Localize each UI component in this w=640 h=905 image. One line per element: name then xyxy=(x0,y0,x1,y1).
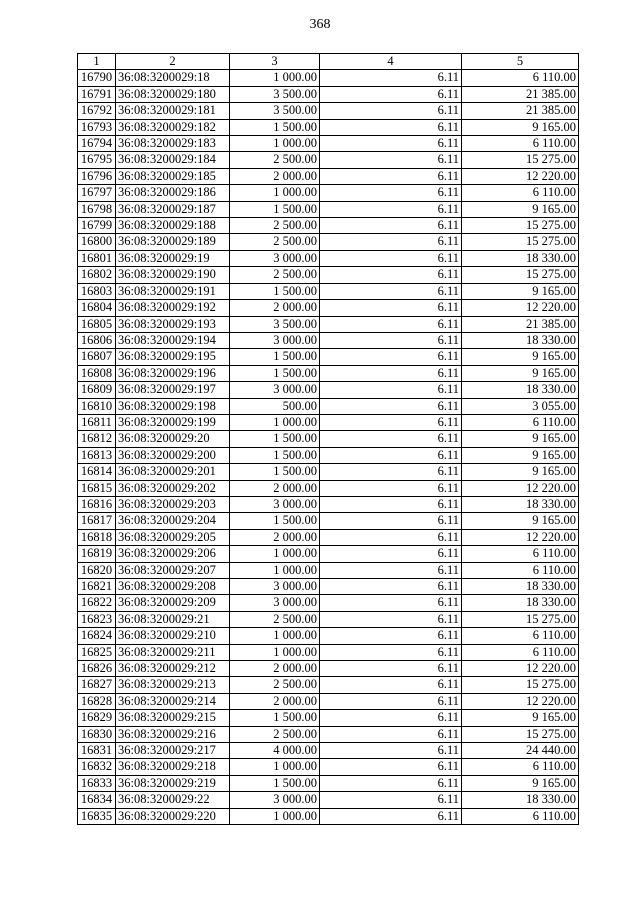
table-row xyxy=(78,496,579,512)
area-cell: 3 000.00 xyxy=(230,595,320,611)
amount-cell: 6 110.00 xyxy=(462,562,579,578)
rate-cell: 6.11 xyxy=(320,136,462,152)
table-row xyxy=(78,759,579,775)
area-cell: 1 500.00 xyxy=(230,365,320,381)
area-cell: 3 500.00 xyxy=(230,86,320,102)
cadastral-number-cell: 36:08:3200029:186 xyxy=(116,185,230,201)
area-cell: 2 500.00 xyxy=(230,726,320,742)
area-cell: 4 000.00 xyxy=(230,743,320,759)
row-number-cell: 16803 xyxy=(78,283,116,299)
amount-cell: 18 330.00 xyxy=(462,250,579,266)
amount-cell: 18 330.00 xyxy=(462,792,579,808)
row-number-cell: 16827 xyxy=(78,677,116,693)
table-row xyxy=(78,250,579,266)
table-row xyxy=(78,283,579,299)
cadastral-number-cell: 36:08:3200029:20 xyxy=(116,431,230,447)
row-number-cell: 16797 xyxy=(78,185,116,201)
row-number-cell: 16833 xyxy=(78,775,116,791)
area-cell: 1 000.00 xyxy=(230,759,320,775)
rate-cell: 6.11 xyxy=(320,595,462,611)
cadastral-number-cell: 36:08:3200029:211 xyxy=(116,644,230,660)
cadastral-number-cell: 36:08:3200029:194 xyxy=(116,332,230,348)
amount-cell: 15 275.00 xyxy=(462,152,579,168)
amount-cell: 9 165.00 xyxy=(462,201,579,217)
data-table xyxy=(77,53,579,825)
row-number-cell: 16817 xyxy=(78,513,116,529)
table-row xyxy=(78,201,579,217)
area-cell: 1 000.00 xyxy=(230,136,320,152)
table-row xyxy=(78,546,579,562)
rate-cell: 6.11 xyxy=(320,119,462,135)
rate-cell: 6.11 xyxy=(320,726,462,742)
table-row xyxy=(78,775,579,791)
area-cell: 3 500.00 xyxy=(230,316,320,332)
area-cell: 1 500.00 xyxy=(230,431,320,447)
amount-cell: 15 275.00 xyxy=(462,677,579,693)
amount-cell: 9 165.00 xyxy=(462,513,579,529)
area-cell: 2 500.00 xyxy=(230,152,320,168)
row-number-cell: 16822 xyxy=(78,595,116,611)
area-cell: 1 500.00 xyxy=(230,710,320,726)
row-number-cell: 16807 xyxy=(78,349,116,365)
rate-cell: 6.11 xyxy=(320,414,462,430)
table-row xyxy=(78,562,579,578)
amount-cell: 18 330.00 xyxy=(462,382,579,398)
area-cell: 3 000.00 xyxy=(230,382,320,398)
area-cell: 3 500.00 xyxy=(230,103,320,119)
row-number-cell: 16800 xyxy=(78,234,116,250)
row-number-cell: 16831 xyxy=(78,743,116,759)
table-row xyxy=(78,136,579,152)
cadastral-number-cell: 36:08:3200029:188 xyxy=(116,218,230,234)
rate-cell: 6.11 xyxy=(320,267,462,283)
area-cell: 1 000.00 xyxy=(230,414,320,430)
amount-cell: 15 275.00 xyxy=(462,234,579,250)
cadastral-number-cell: 36:08:3200029:207 xyxy=(116,562,230,578)
cadastral-number-cell: 36:08:3200029:21 xyxy=(116,611,230,627)
amount-cell: 18 330.00 xyxy=(462,496,579,512)
cadastral-number-cell: 36:08:3200029:215 xyxy=(116,710,230,726)
amount-cell: 6 110.00 xyxy=(462,644,579,660)
cadastral-number-cell: 36:08:3200029:220 xyxy=(116,808,230,824)
rate-cell: 6.11 xyxy=(320,792,462,808)
cadastral-number-cell: 36:08:3200029:196 xyxy=(116,365,230,381)
area-cell: 1 000.00 xyxy=(230,628,320,644)
cadastral-number-cell: 36:08:3200029:199 xyxy=(116,414,230,430)
row-number-cell: 16811 xyxy=(78,414,116,430)
table-row xyxy=(78,234,579,250)
area-cell: 2 500.00 xyxy=(230,218,320,234)
row-number-cell: 16791 xyxy=(78,86,116,102)
table-row xyxy=(78,316,579,332)
area-cell: 1 000.00 xyxy=(230,70,320,86)
amount-cell: 15 275.00 xyxy=(462,267,579,283)
row-number-cell: 16798 xyxy=(78,201,116,217)
row-number-cell: 16832 xyxy=(78,759,116,775)
cadastral-number-cell: 36:08:3200029:185 xyxy=(116,168,230,184)
area-cell: 2 000.00 xyxy=(230,168,320,184)
rate-cell: 6.11 xyxy=(320,201,462,217)
table-row xyxy=(78,168,579,184)
rate-cell: 6.11 xyxy=(320,710,462,726)
cadastral-number-cell: 36:08:3200029:198 xyxy=(116,398,230,414)
table-row xyxy=(78,267,579,283)
amount-cell: 12 220.00 xyxy=(462,480,579,496)
row-number-cell: 16829 xyxy=(78,710,116,726)
table-row xyxy=(78,644,579,660)
table-row xyxy=(78,382,579,398)
area-cell: 1 500.00 xyxy=(230,119,320,135)
cadastral-number-cell: 36:08:3200029:18 xyxy=(116,70,230,86)
row-number-cell: 16805 xyxy=(78,316,116,332)
amount-cell: 15 275.00 xyxy=(462,611,579,627)
table-row xyxy=(78,103,579,119)
amount-cell: 6 110.00 xyxy=(462,546,579,562)
cadastral-number-cell: 36:08:3200029:214 xyxy=(116,693,230,709)
amount-cell: 15 275.00 xyxy=(462,726,579,742)
table-row xyxy=(78,480,579,496)
amount-cell: 9 165.00 xyxy=(462,447,579,463)
row-number-cell: 16812 xyxy=(78,431,116,447)
amount-cell: 9 165.00 xyxy=(462,283,579,299)
cadastral-number-cell: 36:08:3200029:193 xyxy=(116,316,230,332)
area-cell: 2 000.00 xyxy=(230,480,320,496)
area-cell: 1 000.00 xyxy=(230,185,320,201)
cadastral-number-cell: 36:08:3200029:202 xyxy=(116,480,230,496)
area-cell: 2 500.00 xyxy=(230,611,320,627)
rate-cell: 6.11 xyxy=(320,152,462,168)
table-row xyxy=(78,677,579,693)
table-row xyxy=(78,152,579,168)
rate-cell: 6.11 xyxy=(320,185,462,201)
rate-cell: 6.11 xyxy=(320,431,462,447)
amount-cell: 9 165.00 xyxy=(462,365,579,381)
cadastral-number-cell: 36:08:3200029:209 xyxy=(116,595,230,611)
rate-cell: 6.11 xyxy=(320,300,462,316)
row-number-cell: 16793 xyxy=(78,119,116,135)
rate-cell: 6.11 xyxy=(320,743,462,759)
cadastral-number-cell: 36:08:3200029:203 xyxy=(116,496,230,512)
rate-cell: 6.11 xyxy=(320,677,462,693)
amount-cell: 24 440.00 xyxy=(462,743,579,759)
cadastral-number-cell: 36:08:3200029:180 xyxy=(116,86,230,102)
area-cell: 1 000.00 xyxy=(230,546,320,562)
cadastral-number-cell: 36:08:3200029:181 xyxy=(116,103,230,119)
page-number: 368 xyxy=(309,17,331,32)
rate-cell: 6.11 xyxy=(320,661,462,677)
area-cell: 3 000.00 xyxy=(230,332,320,348)
table-body xyxy=(78,54,579,825)
rate-cell: 6.11 xyxy=(320,382,462,398)
cadastral-number-cell: 36:08:3200029:201 xyxy=(116,464,230,480)
amount-cell: 12 220.00 xyxy=(462,529,579,545)
row-number-cell: 16801 xyxy=(78,250,116,266)
rate-cell: 6.11 xyxy=(320,218,462,234)
row-number-cell: 16790 xyxy=(78,70,116,86)
cadastral-number-cell: 36:08:3200029:187 xyxy=(116,201,230,217)
table-row xyxy=(78,464,579,480)
table-row xyxy=(78,726,579,742)
rate-cell: 6.11 xyxy=(320,464,462,480)
table-row xyxy=(78,86,579,102)
cadastral-number-cell: 36:08:3200029:22 xyxy=(116,792,230,808)
amount-cell: 12 220.00 xyxy=(462,693,579,709)
table-row xyxy=(78,431,579,447)
amount-cell: 9 165.00 xyxy=(462,775,579,791)
amount-cell: 21 385.00 xyxy=(462,86,579,102)
area-cell: 2 500.00 xyxy=(230,267,320,283)
column-header-5: 5 xyxy=(462,54,579,70)
table-row xyxy=(78,218,579,234)
row-number-cell: 16799 xyxy=(78,218,116,234)
rate-cell: 6.11 xyxy=(320,365,462,381)
table-row xyxy=(78,349,579,365)
area-cell: 3 000.00 xyxy=(230,496,320,512)
table-row xyxy=(78,808,579,824)
amount-cell: 21 385.00 xyxy=(462,316,579,332)
area-cell: 1 500.00 xyxy=(230,349,320,365)
area-cell: 1 000.00 xyxy=(230,562,320,578)
cadastral-number-cell: 36:08:3200029:183 xyxy=(116,136,230,152)
amount-cell: 9 165.00 xyxy=(462,710,579,726)
area-cell: 1 500.00 xyxy=(230,513,320,529)
amount-cell: 6 110.00 xyxy=(462,628,579,644)
table-row xyxy=(78,332,579,348)
rate-cell: 6.11 xyxy=(320,332,462,348)
table-row xyxy=(78,661,579,677)
cadastral-number-cell: 36:08:3200029:189 xyxy=(116,234,230,250)
cadastral-number-cell: 36:08:3200029:190 xyxy=(116,267,230,283)
cadastral-number-cell: 36:08:3200029:184 xyxy=(116,152,230,168)
rate-cell: 6.11 xyxy=(320,546,462,562)
table-row xyxy=(78,447,579,463)
row-number-cell: 16813 xyxy=(78,447,116,463)
amount-cell: 6 110.00 xyxy=(462,759,579,775)
amount-cell: 6 110.00 xyxy=(462,808,579,824)
cadastral-number-cell: 36:08:3200029:210 xyxy=(116,628,230,644)
row-number-cell: 16818 xyxy=(78,529,116,545)
row-number-cell: 16821 xyxy=(78,579,116,595)
amount-cell: 15 275.00 xyxy=(462,218,579,234)
row-number-cell: 16826 xyxy=(78,661,116,677)
cadastral-number-cell: 36:08:3200029:200 xyxy=(116,447,230,463)
table-row xyxy=(78,693,579,709)
cadastral-number-cell: 36:08:3200029:205 xyxy=(116,529,230,545)
column-header-2: 2 xyxy=(116,54,230,70)
area-cell: 1 000.00 xyxy=(230,808,320,824)
rate-cell: 6.11 xyxy=(320,86,462,102)
table-row xyxy=(78,710,579,726)
cadastral-number-cell: 36:08:3200029:219 xyxy=(116,775,230,791)
row-number-cell: 16824 xyxy=(78,628,116,644)
rate-cell: 6.11 xyxy=(320,759,462,775)
rate-cell: 6.11 xyxy=(320,644,462,660)
area-cell: 2 500.00 xyxy=(230,234,320,250)
header-row xyxy=(78,54,579,70)
row-number-cell: 16806 xyxy=(78,332,116,348)
amount-cell: 9 165.00 xyxy=(462,349,579,365)
column-header-1: 1 xyxy=(78,54,116,70)
amount-cell: 9 165.00 xyxy=(462,464,579,480)
rate-cell: 6.11 xyxy=(320,611,462,627)
rate-cell: 6.11 xyxy=(320,447,462,463)
cadastral-number-cell: 36:08:3200029:195 xyxy=(116,349,230,365)
row-number-cell: 16816 xyxy=(78,496,116,512)
cadastral-number-cell: 36:08:3200029:213 xyxy=(116,677,230,693)
amount-cell: 6 110.00 xyxy=(462,414,579,430)
cadastral-number-cell: 36:08:3200029:19 xyxy=(116,250,230,266)
amount-cell: 18 330.00 xyxy=(462,332,579,348)
rate-cell: 6.11 xyxy=(320,579,462,595)
table-row xyxy=(78,628,579,644)
rate-cell: 6.11 xyxy=(320,349,462,365)
cadastral-number-cell: 36:08:3200029:192 xyxy=(116,300,230,316)
row-number-cell: 16819 xyxy=(78,546,116,562)
amount-cell: 6 110.00 xyxy=(462,136,579,152)
table-row xyxy=(78,70,579,86)
row-number-cell: 16809 xyxy=(78,382,116,398)
area-cell: 2 000.00 xyxy=(230,661,320,677)
area-cell: 3 000.00 xyxy=(230,250,320,266)
row-number-cell: 16814 xyxy=(78,464,116,480)
amount-cell: 12 220.00 xyxy=(462,300,579,316)
row-number-cell: 16794 xyxy=(78,136,116,152)
area-cell: 3 000.00 xyxy=(230,792,320,808)
rate-cell: 6.11 xyxy=(320,103,462,119)
table-row xyxy=(78,743,579,759)
area-cell: 1 500.00 xyxy=(230,464,320,480)
row-number-cell: 16808 xyxy=(78,365,116,381)
cadastral-number-cell: 36:08:3200029:204 xyxy=(116,513,230,529)
area-cell: 1 500.00 xyxy=(230,283,320,299)
rate-cell: 6.11 xyxy=(320,529,462,545)
rate-cell: 6.11 xyxy=(320,496,462,512)
rate-cell: 6.11 xyxy=(320,234,462,250)
rate-cell: 6.11 xyxy=(320,775,462,791)
row-number-cell: 16804 xyxy=(78,300,116,316)
rate-cell: 6.11 xyxy=(320,480,462,496)
amount-cell: 12 220.00 xyxy=(462,168,579,184)
rate-cell: 6.11 xyxy=(320,808,462,824)
table-row xyxy=(78,398,579,414)
area-cell: 2 000.00 xyxy=(230,693,320,709)
area-cell: 1 500.00 xyxy=(230,775,320,791)
table-row xyxy=(78,185,579,201)
area-cell: 1 000.00 xyxy=(230,644,320,660)
amount-cell: 18 330.00 xyxy=(462,579,579,595)
cadastral-number-cell: 36:08:3200029:217 xyxy=(116,743,230,759)
row-number-cell: 16792 xyxy=(78,103,116,119)
table-row xyxy=(78,365,579,381)
amount-cell: 6 110.00 xyxy=(462,70,579,86)
rate-cell: 6.11 xyxy=(320,562,462,578)
area-cell: 2 500.00 xyxy=(230,677,320,693)
row-number-cell: 16835 xyxy=(78,808,116,824)
table-row xyxy=(78,792,579,808)
table-row xyxy=(78,579,579,595)
cadastral-number-cell: 36:08:3200029:218 xyxy=(116,759,230,775)
rate-cell: 6.11 xyxy=(320,693,462,709)
cadastral-number-cell: 36:08:3200029:197 xyxy=(116,382,230,398)
row-number-cell: 16830 xyxy=(78,726,116,742)
row-number-cell: 16810 xyxy=(78,398,116,414)
amount-cell: 9 165.00 xyxy=(462,119,579,135)
row-number-cell: 16802 xyxy=(78,267,116,283)
rate-cell: 6.11 xyxy=(320,398,462,414)
cadastral-number-cell: 36:08:3200029:208 xyxy=(116,579,230,595)
area-cell: 2 000.00 xyxy=(230,529,320,545)
rate-cell: 6.11 xyxy=(320,316,462,332)
row-number-cell: 16796 xyxy=(78,168,116,184)
table-row xyxy=(78,300,579,316)
row-number-cell: 16795 xyxy=(78,152,116,168)
row-number-cell: 16820 xyxy=(78,562,116,578)
rate-cell: 6.11 xyxy=(320,250,462,266)
amount-cell: 6 110.00 xyxy=(462,185,579,201)
row-number-cell: 16825 xyxy=(78,644,116,660)
area-cell: 1 500.00 xyxy=(230,201,320,217)
amount-cell: 18 330.00 xyxy=(462,595,579,611)
cadastral-number-cell: 36:08:3200029:182 xyxy=(116,119,230,135)
row-number-cell: 16828 xyxy=(78,693,116,709)
cadastral-number-cell: 36:08:3200029:212 xyxy=(116,661,230,677)
amount-cell: 21 385.00 xyxy=(462,103,579,119)
table-row xyxy=(78,595,579,611)
row-number-cell: 16834 xyxy=(78,792,116,808)
cadastral-number-cell: 36:08:3200029:206 xyxy=(116,546,230,562)
area-cell: 500.00 xyxy=(230,398,320,414)
column-header-3: 3 xyxy=(230,54,320,70)
rate-cell: 6.11 xyxy=(320,628,462,644)
cadastral-number-cell: 36:08:3200029:216 xyxy=(116,726,230,742)
rate-cell: 6.11 xyxy=(320,168,462,184)
amount-cell: 3 055.00 xyxy=(462,398,579,414)
amount-cell: 9 165.00 xyxy=(462,431,579,447)
amount-cell: 12 220.00 xyxy=(462,661,579,677)
table-row xyxy=(78,529,579,545)
rate-cell: 6.11 xyxy=(320,70,462,86)
column-header-4: 4 xyxy=(320,54,462,70)
table-row xyxy=(78,513,579,529)
area-cell: 1 500.00 xyxy=(230,447,320,463)
area-cell: 2 000.00 xyxy=(230,300,320,316)
row-number-cell: 16823 xyxy=(78,611,116,627)
table-row xyxy=(78,611,579,627)
table-row xyxy=(78,119,579,135)
table-row xyxy=(78,414,579,430)
row-number-cell: 16815 xyxy=(78,480,116,496)
cadastral-number-cell: 36:08:3200029:191 xyxy=(116,283,230,299)
area-cell: 3 000.00 xyxy=(230,579,320,595)
rate-cell: 6.11 xyxy=(320,513,462,529)
rate-cell: 6.11 xyxy=(320,283,462,299)
